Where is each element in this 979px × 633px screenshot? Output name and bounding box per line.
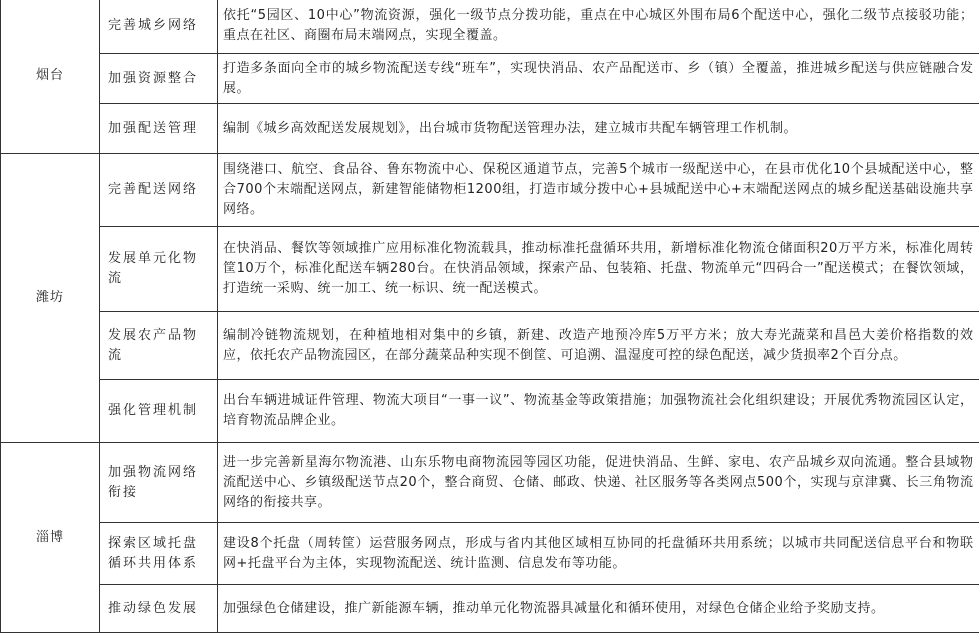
- task-name-cell: 发展农产品物流: [100, 312, 218, 380]
- table-row: [1, 0, 979, 54]
- table-row: [1, 227, 979, 312]
- task-desc-cell: 围绕港口、航空、食品谷、鲁东物流中心、保税区通道节点，完善5个城市一级配送中心，在县市优化10个县城配送中心，整合700个末端配送网点，新建智能储物柜1200组，打造市域分拨中心+县城配送中心+末端配送网点的城乡配送基础设施共享网络。: [218, 154, 979, 227]
- task-name-cell: 完善城乡网络: [100, 0, 218, 54]
- task-desc-cell: 出台车辆进城证件管理、物流大项目“一事一议”、物流基金等政策措施；加强物流社会化组织建设；开展优秀物流园区认定，培育物流品牌企业。: [218, 380, 979, 443]
- task-desc-cell: 编制冷链物流规划，在种植地相对集中的乡镇，新建、改造产地预冷库5万平方米；放大寿光蔬菜和昌邑大姜价格指数的效应，依托农产品物流园区，在部分蔬菜品种实现不倒筐、可追溯、温湿度可控的绿色配送，减少货损率2个百分点。: [218, 312, 979, 380]
- table-row: [1, 443, 979, 523]
- task-desc-cell: 建设8个托盘（周转筐）运营服务网点，形成与省内其他区域相互协同的托盘循环共用系统；以城市共同配送信息平台和物联网+托盘平台为主体，实现物流配送、统计监测、信息发布等功能。: [218, 523, 979, 585]
- table-row: [1, 312, 979, 380]
- task-name-cell: 加强配送管理: [100, 104, 218, 154]
- task-name-cell: 推动绿色发展: [100, 585, 218, 633]
- table-row: [1, 523, 979, 585]
- table-row: [1, 380, 979, 443]
- task-name-cell: 加强资源整合: [100, 54, 218, 104]
- task-name-cell: 加强物流网络衔接: [100, 443, 218, 523]
- table-row: [1, 104, 979, 154]
- city-cell: 淄博: [1, 443, 100, 633]
- task-name-cell: 发展单元化物流: [100, 227, 218, 312]
- task-desc-cell: 加强绿色仓储建设，推广新能源车辆，推动单元化物流器具减量化和循环使用，对绿色仓储企业给予奖励支持。: [218, 585, 979, 633]
- city-cell: 潍坊: [1, 154, 100, 443]
- task-desc-cell: 在快消品、餐饮等领域推广应用标准化物流载具，推动标准托盘循环共用，新增标准化物流仓储面积20万平方米，标准化周转筐10万个，标准化配送车辆280台。在快消品领域，探索产品、包装箱、托盘、物流单元“四码合一”配送模式；在餐饮领域，打造统一采购、统一加工、统一标识、统一配送模式。: [218, 227, 979, 312]
- table-row: [1, 585, 979, 633]
- task-desc-cell: 编制《城乡高效配送发展规划》，出台城市货物配送管理办法，建立城市共配车辆管理工作机制。: [218, 104, 979, 154]
- task-desc-cell: 进一步完善新星海尔物流港、山东乐物电商物流园等园区功能，促进快消品、生鲜、家电、农产品城乡双向流通。整合县域物流配送中心、乡镇级配送节点20个，整合商贸、仓储、邮政、快递、社区服务等各类网点500个，实现与京津冀、长三角物流网络的衔接共享。: [218, 443, 979, 523]
- table-row: [1, 54, 979, 104]
- task-desc-cell: 依托“5园区、10中心”物流资源，强化一级节点分拨功能，重点在中心城区外围布局6个配送中心，强化二级节点接驳功能；重点在社区、商圈布局末端网点，实现全覆盖。: [218, 0, 979, 54]
- task-desc-cell: 打造多条面向全市的城乡物流配送专线“班车”，实现快消品、农产品配送市、乡（镇）全覆盖，推进城乡配送与供应链融合发展。: [218, 54, 979, 104]
- table-row: [1, 154, 979, 227]
- city-cell: 烟台: [1, 0, 100, 154]
- task-name-cell: 完善配送网络: [100, 154, 218, 227]
- task-name-cell: 强化管理机制: [100, 380, 218, 443]
- task-name-cell: 探索区域托盘循环共用体系: [100, 523, 218, 585]
